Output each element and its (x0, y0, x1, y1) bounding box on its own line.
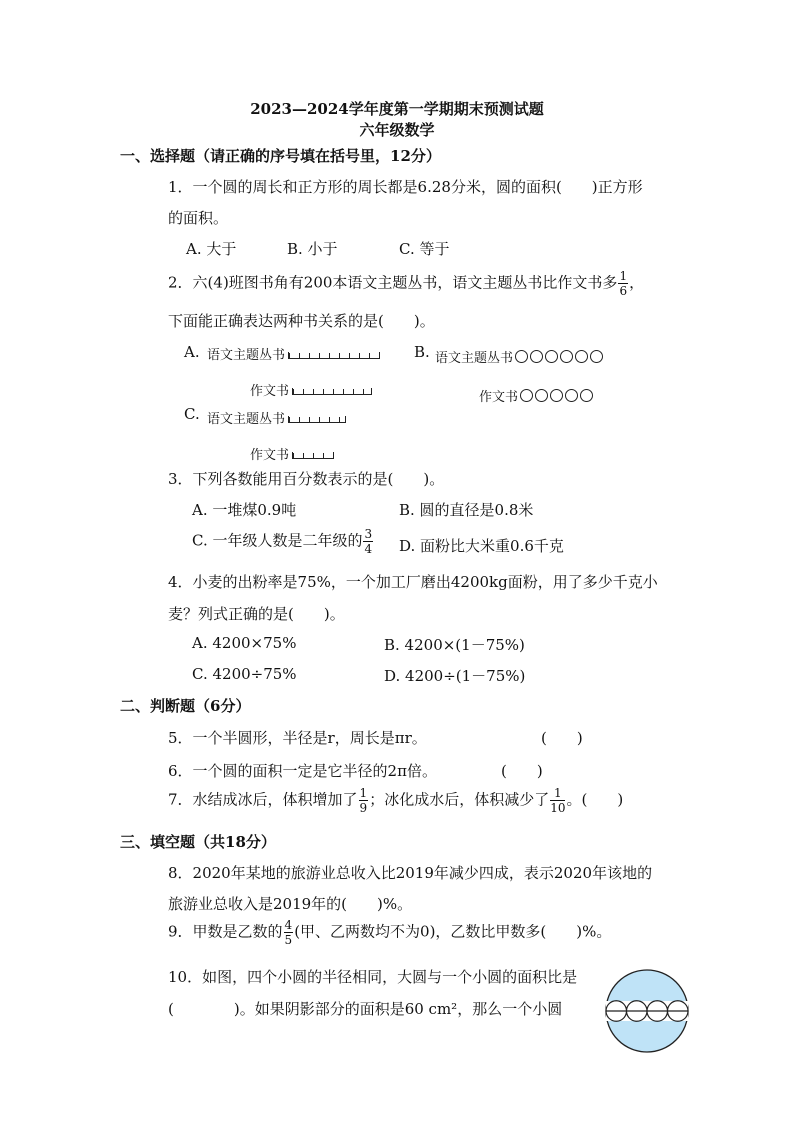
q2-c-yuwen-row (207, 408, 346, 427)
circle-icon (545, 350, 558, 363)
circle-icon (575, 350, 588, 363)
q9-text-b: (甲、乙两数均不为0)，乙数比甲数多( )%。 (294, 922, 612, 941)
circle-icon (515, 350, 528, 363)
q7-text (168, 787, 623, 814)
q2-c-zuowen-label: 作文书 (250, 448, 290, 463)
q9-fraction (284, 919, 294, 946)
q4-option-d: D. 4200÷(1－75%) (384, 667, 526, 685)
q4-option-b: B. 4200×(1－75%) (384, 636, 525, 654)
circle-icon (565, 389, 578, 402)
q2-c-zuowen-row (250, 444, 334, 463)
q2-c-yuwen-label: 语文主题丛书 (207, 412, 286, 427)
q3-option-c-text: C. 一年级人数是二年级的 (192, 531, 363, 550)
circle-icon (530, 350, 543, 363)
circle-icon (580, 389, 593, 402)
q2-a-yuwen-label: 语文主题丛书 (207, 348, 286, 363)
q6-text: 6．一个圆的面积一定是它半径的2π倍。 (168, 762, 437, 780)
q9-frac-numerator: 4 (284, 918, 293, 932)
page-subtitle: 六年级数学 (359, 121, 435, 139)
q5-text: 5．一个半圆形，半径是r，周长是πr。 (168, 729, 427, 747)
q2-c-zuowen-bar (292, 452, 334, 459)
q3-text: 3．下列各数能用百分数表示的是( )。 (168, 470, 445, 488)
q3-frac-numerator: 3 (364, 527, 373, 541)
q1-text-line2: 的面积。 (168, 209, 229, 227)
q7-fraction-2 (550, 787, 565, 814)
q2-a-zuowen-label: 作文书 (250, 384, 290, 399)
q4-option-c: C. 4200÷75% (192, 665, 297, 683)
q9-frac-denominator: 5 (284, 933, 293, 947)
q4-text-line2: 麦？列式正确的是( )。 (168, 605, 345, 623)
page-title: 2023—2024学年度第一学期期末预测试题 (250, 100, 544, 118)
circle-icon (560, 350, 573, 363)
q3-option-a: A. 一堆煤0.9吨 (192, 501, 297, 519)
section-heading-choice: 一、选择题（请正确的序号填在括号里，12分） (120, 147, 441, 165)
q6-answer-paren: ( ) (501, 762, 543, 780)
q2-b-zuowen-label: 作文书 (479, 390, 519, 405)
q3-option-d: D. 面粉比大米重0.6千克 (399, 537, 564, 555)
q2-option-c-label: C. (184, 405, 200, 423)
q2-text-end: ， (629, 273, 645, 292)
q10-text-line2: ( )。如果阴影部分的面积是60 cm²，那么一个小圆 (168, 1000, 563, 1018)
q2-text-line1 (168, 270, 644, 297)
circle-icon (535, 389, 548, 402)
q1-option-b: B. 小于 (287, 240, 338, 258)
q2-frac-denominator: 6 (619, 284, 628, 298)
q2-b-zuowen-circles (520, 390, 595, 405)
q7-text-a: 7．水结成冰后，体积增加了 (168, 790, 358, 809)
q7-frac2-numerator: 1 (550, 787, 565, 801)
q2-text-main: 2．六(4)班图书角有200本语文主题丛书，语文主题丛书比作文书多 (168, 273, 618, 292)
q5-answer-paren: ( ) (541, 729, 583, 747)
circle-icon (520, 389, 533, 402)
q2-option-a-label: A. (184, 343, 200, 361)
q2-b-yuwen-circles (515, 351, 605, 366)
q9-text-a: 9．甲数是乙数的 (168, 922, 283, 941)
q2-a-yuwen-bar (288, 352, 380, 359)
q7-text-b: ；冰化成水后，体积减少了 (369, 790, 550, 809)
circle-icon (590, 350, 603, 363)
q7-frac2-denominator: 10 (550, 801, 566, 815)
q3-option-c-fraction (363, 528, 373, 555)
q2-text-line2: 下面能正确表达两种书关系的是( )。 (168, 312, 435, 330)
q2-b-yuwen-row (435, 347, 605, 366)
q2-a-zuowen-bar (292, 388, 372, 395)
q2-option-b-label: B. (414, 343, 430, 361)
q2-c-yuwen-bar (288, 416, 346, 423)
q1-option-c: C. 等于 (399, 240, 450, 258)
q10-text-line1: 10．如图，四个小圆的半径相同，大圆与一个小圆的面积比是 (168, 968, 578, 986)
q2-a-zuowen-row (250, 380, 372, 399)
q2-a-yuwen-row (207, 344, 380, 363)
q9-text (168, 919, 611, 946)
q8-text-line2: 旅游业总收入是2019年的( )%。 (168, 895, 413, 913)
q7-frac1-denominator: 9 (359, 801, 368, 815)
section-heading-judge: 二、判断题（6分） (120, 697, 251, 715)
q10-circle-figure (604, 968, 690, 1054)
q4-option-a: A. 4200×75% (192, 634, 297, 652)
q3-option-b: B. 圆的直径是0.8米 (399, 501, 534, 519)
section-heading-fill: 三、填空题（共18分） (120, 833, 276, 851)
q7-text-c: 。( ) (566, 790, 624, 809)
q2-b-yuwen-label: 语文主题丛书 (435, 351, 514, 366)
circle-icon (550, 389, 563, 402)
q3-option-c (192, 528, 374, 555)
q1-option-a: A. 大于 (186, 240, 237, 258)
q7-frac1-numerator: 1 (359, 786, 368, 800)
q3-frac-denominator: 4 (364, 542, 373, 556)
q4-text-line1: 4．小麦的出粉率是75%，一个加工厂磨出4200kg面粉，用了多少千克小 (168, 573, 658, 591)
q7-fraction-1 (359, 787, 369, 814)
q8-text-line1: 8．2020年某地的旅游业总收入比2019年减少四成，表示2020年该地的 (168, 864, 653, 882)
q2-fraction (618, 270, 628, 297)
q2-frac-numerator: 1 (619, 269, 628, 283)
q2-b-zuowen-row (479, 386, 595, 405)
q1-text-line1: 1．一个圆的周长和正方形的周长都是6.28分米，圆的面积( )正方形 (168, 178, 643, 196)
